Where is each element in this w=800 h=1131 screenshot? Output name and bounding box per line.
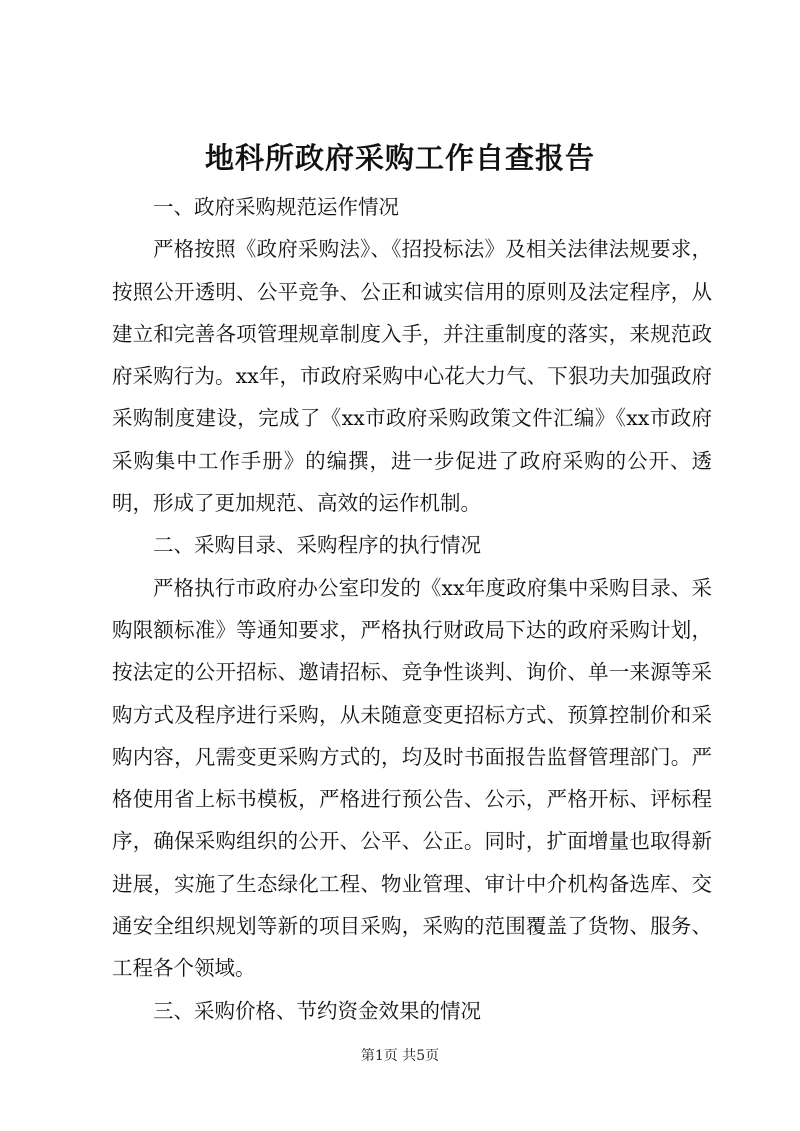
section-paragraph-2: 严格执行市政府办公室印发的《xx年度政府集中采购目录、采购限额标准》等通知要求，严格执行财政局下达的政府采购计划，按法定的公开招标、邀请招标、竞争性谈判、询价、单一来源等采购方式及程序进行采购，从未随意变更招标方式、预算控制价和采购内容，凡需变更采购方式的，均及时书面报告监督管理部门。严格使用省上标书模板，严格进行预公告、公示，严格开标、评标程序，确保采购组织的公开、公平、公正。同时，扩面增量也取得新进展，实施了生态绿化工程、物业管理、审计中介机构备选库、交通安全组织规划等新的项目采购，采购的范围覆盖了货物、服务、工程各个领域。: [112, 575, 712, 981]
document-body: [112, 186, 712, 1032]
document-title: 地科所政府采购工作自查报告: [204, 141, 595, 175]
section-heading-3: 三、采购价格、节约资金效果的情况: [153, 998, 481, 1023]
section-heading-2: 二、采购目录、采购程序的执行情况: [153, 533, 481, 558]
section-paragraph-1: 严格按照《政府采购法》、《招投标法》及相关法律法规要求，按照公开透明、公平竞争、公正和诚实信用的原则及法定程序，从建立和完善各项管理规章制度入手，并注重制度的落实，来规范政府采购行为。xx年，市政府采购中心花大力气、下狠功夫加强政府采购制度建设，完成了《xx市政府采购政策文件汇编》《xx市政府采购集中工作手册》的编撰，进一步促进了政府采购的公开、透明，形成了更加规范、高效的运作机制。: [112, 237, 712, 516]
page-number-footer: 第1页 共5页: [360, 1048, 440, 1064]
section-heading-1: 一、政府采购规范运作情况: [153, 195, 399, 219]
